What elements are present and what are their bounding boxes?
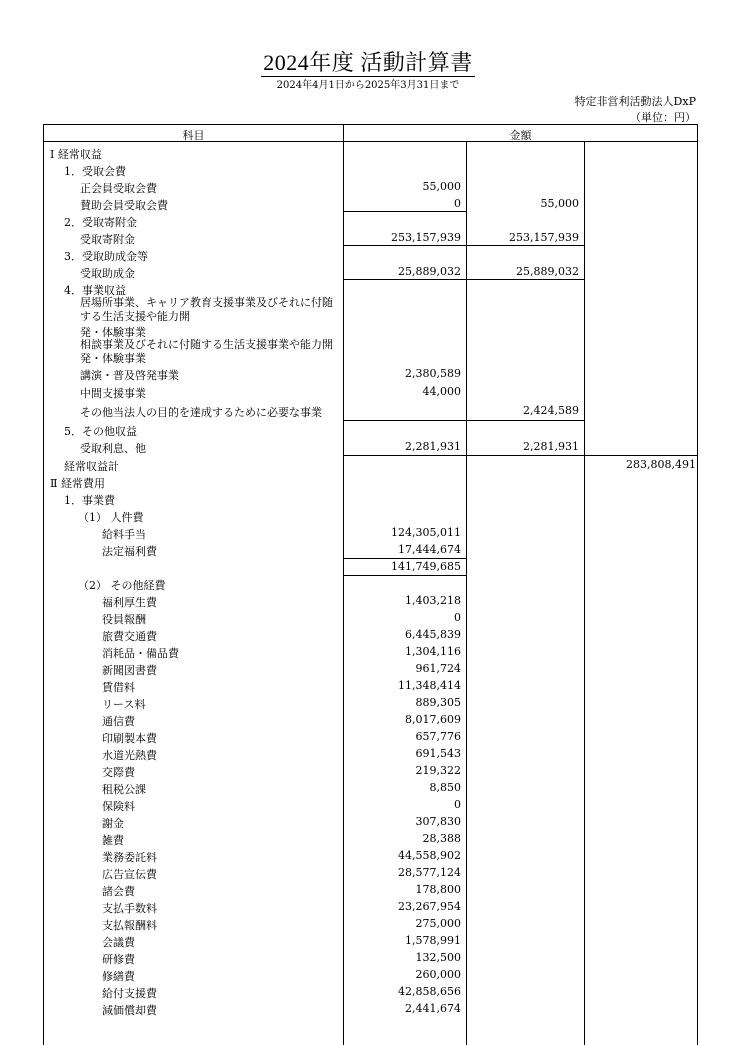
- amount-c1: 42,858,656: [398, 985, 461, 998]
- amount-c1: 23,267,954: [398, 900, 461, 913]
- subtotal-rule: [585, 455, 697, 456]
- row-label: 租税公課: [102, 783, 146, 796]
- table-row: [44, 457, 697, 474]
- subtotal-rule: [344, 455, 466, 456]
- table-row: [44, 474, 697, 491]
- row-label: 減価償却費: [102, 1004, 157, 1017]
- subtotal-rule: [344, 558, 466, 559]
- table-row: [44, 422, 697, 439]
- row-label: 福利厚生費: [102, 596, 157, 609]
- amount-c1: 44,558,902: [398, 849, 461, 862]
- unit-label: （単位：円）: [630, 111, 696, 124]
- table-row: [44, 712, 697, 729]
- table-row: [44, 814, 697, 831]
- row-label: 業務委託料: [102, 851, 157, 864]
- amount-c1: 178,800: [415, 883, 461, 896]
- subtotal-rule: [344, 575, 466, 576]
- row-label: 旅費交通費: [102, 630, 157, 643]
- subtotal-rule: [467, 420, 585, 421]
- amount-c1: 25,889,032: [398, 265, 461, 278]
- subject-column-header: 科目: [182, 129, 205, 142]
- table-row: [44, 763, 697, 780]
- table-row: [44, 695, 697, 712]
- amount-c1: 657,776: [415, 730, 461, 743]
- amount-c1: 275,000: [415, 917, 461, 930]
- row-label: 法定福利費: [102, 545, 157, 558]
- amount-c2: 2,424,589: [523, 404, 579, 417]
- table-row: [44, 780, 697, 797]
- row-label: 諸会費: [102, 885, 135, 898]
- row-label: 4．事業収益: [64, 284, 126, 297]
- subtotal-rule: [467, 279, 585, 280]
- row-label: 雑費: [102, 834, 124, 847]
- amount-c1: 17,444,674: [398, 543, 461, 556]
- row-label: 正会員受取会費: [80, 182, 157, 195]
- row-label: 1．事業費: [64, 494, 115, 507]
- statement-table: [43, 124, 698, 1045]
- amount-c1: 28,577,124: [398, 866, 461, 879]
- period-text: 2024年4月1日から2025年3月31日まで: [276, 80, 460, 91]
- row-label: 居場所事業、キャリア教育支援事業及びそれに付随する生活支援や能力開: [80, 296, 333, 323]
- table-row: [44, 384, 697, 401]
- table-row: [44, 644, 697, 661]
- table-row: [44, 162, 697, 179]
- amount-c1: 0: [454, 798, 461, 811]
- amount-c1: 28,388: [422, 832, 461, 845]
- table-row: [44, 366, 697, 383]
- table-row: [44, 295, 697, 325]
- subtotal-rule: [344, 420, 466, 421]
- row-label: 給付支援費: [102, 987, 157, 1000]
- amount-c1: 124,305,011: [391, 526, 461, 539]
- table-row: [44, 916, 697, 933]
- table-row: [44, 967, 697, 984]
- table-row: [44, 213, 697, 230]
- amount-c1: 0: [454, 611, 461, 624]
- document-title: 2024年度 活動計算書: [263, 50, 473, 75]
- table-header: [44, 125, 697, 142]
- row-label: 通信費: [102, 715, 135, 728]
- table-row: [44, 576, 697, 593]
- amount-c1: 2,380,589: [405, 367, 461, 380]
- row-label: 受取寄附金: [80, 233, 135, 246]
- amount-c2: 2,281,931: [523, 440, 579, 453]
- amount-c1: 132,500: [415, 951, 461, 964]
- amount-c2: 55,000: [540, 197, 579, 210]
- subtotal-rule: [344, 245, 466, 246]
- row-label: 受取利息、他: [80, 442, 146, 455]
- row-label: リース料: [102, 698, 146, 711]
- amount-c1: 219,322: [415, 764, 461, 777]
- row-label: Ⅰ 経常収益: [50, 148, 102, 161]
- table-row: [44, 729, 697, 746]
- amount-c1: 307,830: [415, 815, 461, 828]
- row-label: 交際費: [102, 766, 135, 779]
- row-label: 中間支援事業: [80, 387, 146, 400]
- row-label: Ⅱ 経常費用: [50, 477, 105, 490]
- amount-c1: 2,441,674: [405, 1002, 461, 1015]
- table-row: [44, 247, 697, 264]
- amount-c1: 889,305: [415, 696, 461, 709]
- table-row: [44, 439, 697, 456]
- table-row: [44, 559, 697, 576]
- amount-c2: 25,889,032: [516, 265, 579, 278]
- amount-c3: 283,808,491: [626, 458, 696, 471]
- table-row: [44, 746, 697, 763]
- table-row: [44, 984, 697, 1001]
- table-row: [44, 933, 697, 950]
- row-label: 水道光熱費: [102, 749, 157, 762]
- amount-c1: 8,850: [429, 781, 461, 794]
- row-label: 2．受取寄附金: [64, 216, 137, 229]
- table-row: [44, 848, 697, 865]
- table-row: [44, 593, 697, 610]
- amount-c1: 141,749,685: [391, 560, 461, 573]
- amount-c1: 1,304,116: [405, 645, 461, 658]
- table-row: [44, 797, 697, 814]
- row-label: 保険料: [102, 800, 135, 813]
- amount-c1: 0: [454, 197, 461, 210]
- row-label: その他当法人の目的を達成するために必要な事業: [80, 406, 322, 419]
- table-row: [44, 508, 697, 525]
- subtotal-rule: [344, 279, 466, 280]
- table-row: [44, 882, 697, 899]
- table-row: [44, 525, 697, 542]
- row-label: 経常収益計: [64, 460, 119, 473]
- table-row: [44, 542, 697, 559]
- subtotal-rule: [344, 211, 466, 212]
- row-label: 講演・普及啓発事業: [80, 369, 179, 382]
- amount-c1: 8,017,609: [405, 713, 461, 726]
- amount-c1: 11,348,414: [398, 679, 461, 692]
- row-label: 新聞図書費: [102, 664, 157, 677]
- amount-c1: 253,157,939: [391, 231, 461, 244]
- table-row: [44, 678, 697, 695]
- table-row: [44, 179, 697, 196]
- row-label: 発・体験事業: [80, 326, 146, 339]
- row-label: （2） その他経費: [78, 579, 166, 592]
- row-label: 受取助成金: [80, 267, 135, 280]
- row-label: 相談事業及びそれに付随する生活支援事業や能力開発・体験事業: [80, 338, 333, 365]
- amount-c1: 55,000: [422, 180, 461, 193]
- table-row: [44, 337, 697, 367]
- organization-name: 特定非営利活動法人DxP: [574, 95, 696, 108]
- table-row: [44, 610, 697, 627]
- row-label: 研修費: [102, 953, 135, 966]
- table-row: [44, 1001, 697, 1018]
- row-label: 会議費: [102, 936, 135, 949]
- amount-c1: 1,403,218: [405, 594, 461, 607]
- amount-c1: 1,578,991: [405, 934, 461, 947]
- row-label: 賛助会員受取会費: [80, 199, 168, 212]
- table-row: [44, 403, 697, 420]
- amount-c1: 260,000: [415, 968, 461, 981]
- table-row: [44, 865, 697, 882]
- amount-column-header: 金額: [509, 129, 532, 142]
- table-row: [44, 491, 697, 508]
- row-label: 支払報酬料: [102, 919, 157, 932]
- subtotal-rule: [467, 455, 585, 456]
- row-label: （1） 人件費: [78, 511, 144, 524]
- table-row: [44, 831, 697, 848]
- row-label: 1．受取会費: [64, 165, 126, 178]
- row-label: 役員報酬: [102, 613, 146, 626]
- table-row: [44, 899, 697, 916]
- subtotal-rule: [467, 245, 585, 246]
- amount-c1: 961,724: [415, 662, 461, 675]
- amount-c1: 2,281,931: [405, 440, 461, 453]
- amount-c1: 44,000: [422, 385, 461, 398]
- row-label: 賃借料: [102, 681, 135, 694]
- row-label: 5．その他収益: [64, 425, 137, 438]
- amount-c1: 691,543: [415, 747, 461, 760]
- table-row: [44, 627, 697, 644]
- row-label: 消耗品・備品費: [102, 647, 179, 660]
- table-row: [44, 950, 697, 967]
- row-label: 広告宣伝費: [102, 868, 157, 881]
- row-label: 修繕費: [102, 970, 135, 983]
- amount-c2: 253,157,939: [509, 231, 579, 244]
- row-label: 謝金: [102, 817, 124, 830]
- row-label: 印刷製本費: [102, 732, 157, 745]
- row-label: 給料手当: [102, 528, 146, 541]
- amount-c1: 6,445,839: [405, 628, 461, 641]
- table-row: [44, 145, 697, 162]
- row-label: 支払手数料: [102, 902, 157, 915]
- table-row: [44, 661, 697, 678]
- row-label: 3．受取助成金等: [64, 250, 148, 263]
